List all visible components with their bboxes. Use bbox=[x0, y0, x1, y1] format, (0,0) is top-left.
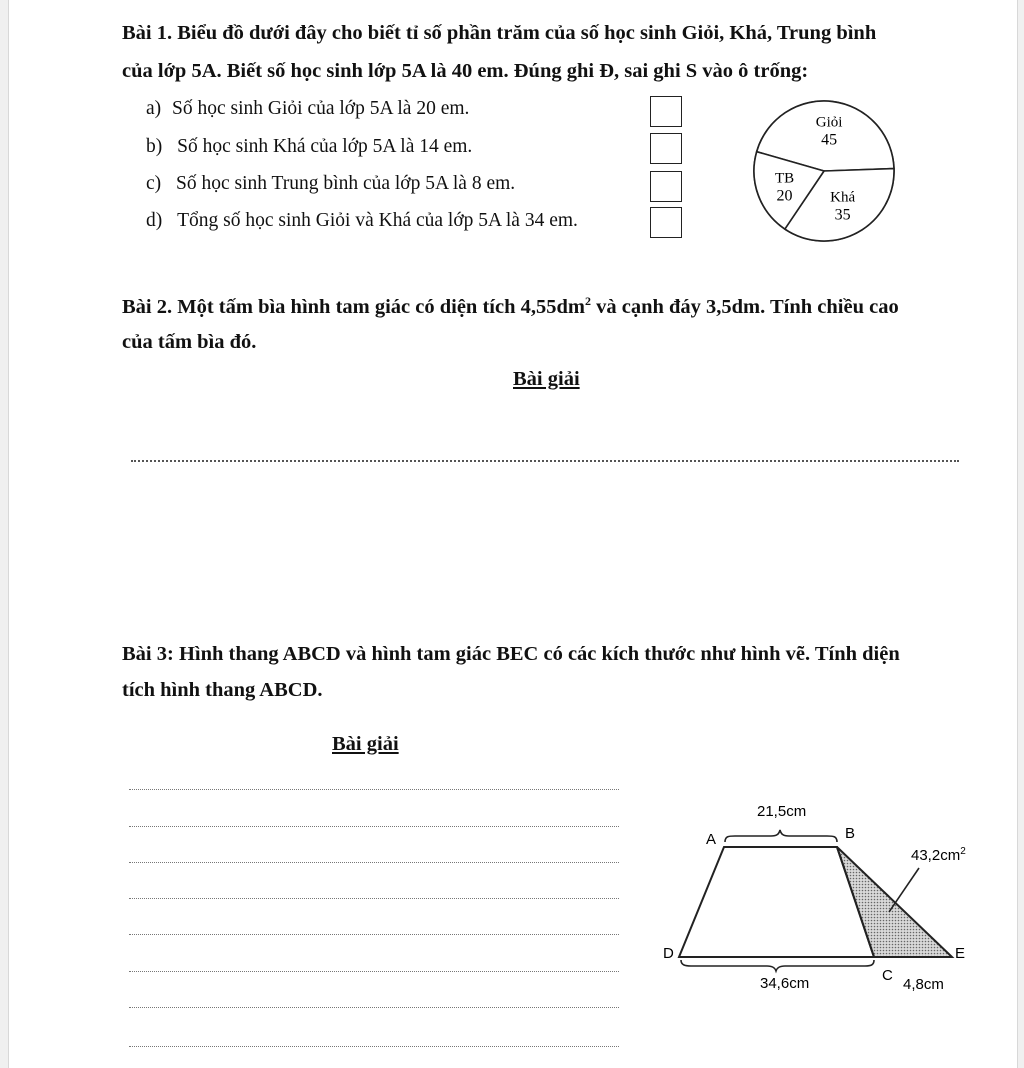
ex1-item-b bbox=[146, 136, 472, 158]
ex2-line1-start: Bài 2. Một tấm bìa hình tam giác có diện tích 4,55dm bbox=[122, 295, 585, 318]
answer-box-c[interactable] bbox=[650, 171, 682, 202]
document-page bbox=[8, 0, 1018, 1068]
point-d-label: D bbox=[663, 945, 674, 962]
ex3-line2: tích hình thang ABCD. bbox=[122, 679, 323, 701]
ex1-line1: Bài 1. Biểu đồ dưới đây cho biết tỉ số phần trăm của số học sinh Giỏi, Khá, Trung bình bbox=[122, 22, 877, 44]
ex1-item-a bbox=[146, 98, 469, 120]
ex1-item-c bbox=[146, 173, 515, 195]
answer-line[interactable] bbox=[129, 1007, 619, 1008]
answer-line[interactable] bbox=[129, 789, 619, 790]
pie-label-giỏi: Giỏi bbox=[815, 114, 843, 131]
pie-label-tb: TB bbox=[774, 170, 795, 187]
answer-box-b[interactable] bbox=[650, 133, 682, 164]
answer-line[interactable] bbox=[129, 862, 619, 863]
answer-line[interactable] bbox=[131, 460, 959, 462]
ex2-line1-end: và cạnh đáy 3,5dm. Tính chiều cao bbox=[590, 295, 899, 318]
brace-top bbox=[725, 830, 837, 842]
item-label: d) bbox=[146, 210, 163, 231]
pie-chart bbox=[749, 96, 899, 248]
ex1-item-d bbox=[146, 210, 578, 232]
item-text: Số học sinh Khá của lớp 5A là 14 em. bbox=[177, 136, 473, 157]
ce-length-label: 4,8cm bbox=[903, 976, 944, 993]
brace-bottom bbox=[681, 960, 874, 971]
item-label: a) bbox=[146, 98, 162, 119]
ex3-solution-title: Bài giải bbox=[332, 733, 399, 755]
ex3-line1: Bài 3: Hình thang ABCD và hình tam giác BEC có các kích thước như hình vẽ. Tính diện bbox=[122, 643, 900, 665]
trapezoid-figure bbox=[639, 790, 979, 1002]
point-e-label: E bbox=[955, 945, 966, 962]
pie-value-tb: 20 bbox=[776, 187, 793, 205]
point-a-label: A bbox=[706, 831, 717, 848]
item-label: c) bbox=[146, 173, 162, 194]
top-length-label: 21,5cm bbox=[757, 803, 807, 820]
ex2-solution-title: Bài giải bbox=[513, 368, 580, 390]
item-text: Tổng số học sinh Giỏi và Khá của lớp 5A là 34 em. bbox=[177, 210, 578, 231]
answer-line[interactable] bbox=[129, 934, 619, 935]
area-value: 43,2cm bbox=[911, 847, 961, 864]
answer-box-d[interactable] bbox=[650, 207, 682, 238]
answer-line[interactable] bbox=[129, 898, 619, 899]
point-b-label: B bbox=[845, 825, 856, 842]
ex2-line2: của tấm bìa đó. bbox=[122, 331, 257, 353]
pie-value-giỏi: 45 bbox=[821, 131, 838, 149]
answer-box-a[interactable] bbox=[650, 96, 682, 127]
item-text: Số học sinh Giỏi của lớp 5A là 20 em. bbox=[172, 98, 470, 119]
triangle-area-label bbox=[911, 846, 966, 864]
ex1-line2: của lớp 5A. Biết số học sinh lớp 5A là 40 em. Đúng ghi Đ, sai ghi S vào ô trống: bbox=[122, 60, 809, 82]
answer-line[interactable] bbox=[129, 971, 619, 972]
pie-value-khá: 35 bbox=[834, 206, 851, 224]
pie-label-khá: Khá bbox=[830, 189, 856, 206]
bottom-length-label: 34,6cm bbox=[760, 975, 810, 992]
superscript: 2 bbox=[584, 294, 591, 308]
answer-line[interactable] bbox=[129, 826, 619, 827]
point-c-label: C bbox=[882, 967, 893, 984]
area-superscript: 2 bbox=[960, 846, 966, 857]
area-pointer bbox=[889, 868, 919, 912]
answer-line[interactable] bbox=[129, 1046, 619, 1047]
ex2-line1 bbox=[122, 294, 899, 319]
item-text: Số học sinh Trung bình của lớp 5A là 8 em. bbox=[176, 173, 516, 194]
item-label: b) bbox=[146, 136, 163, 157]
